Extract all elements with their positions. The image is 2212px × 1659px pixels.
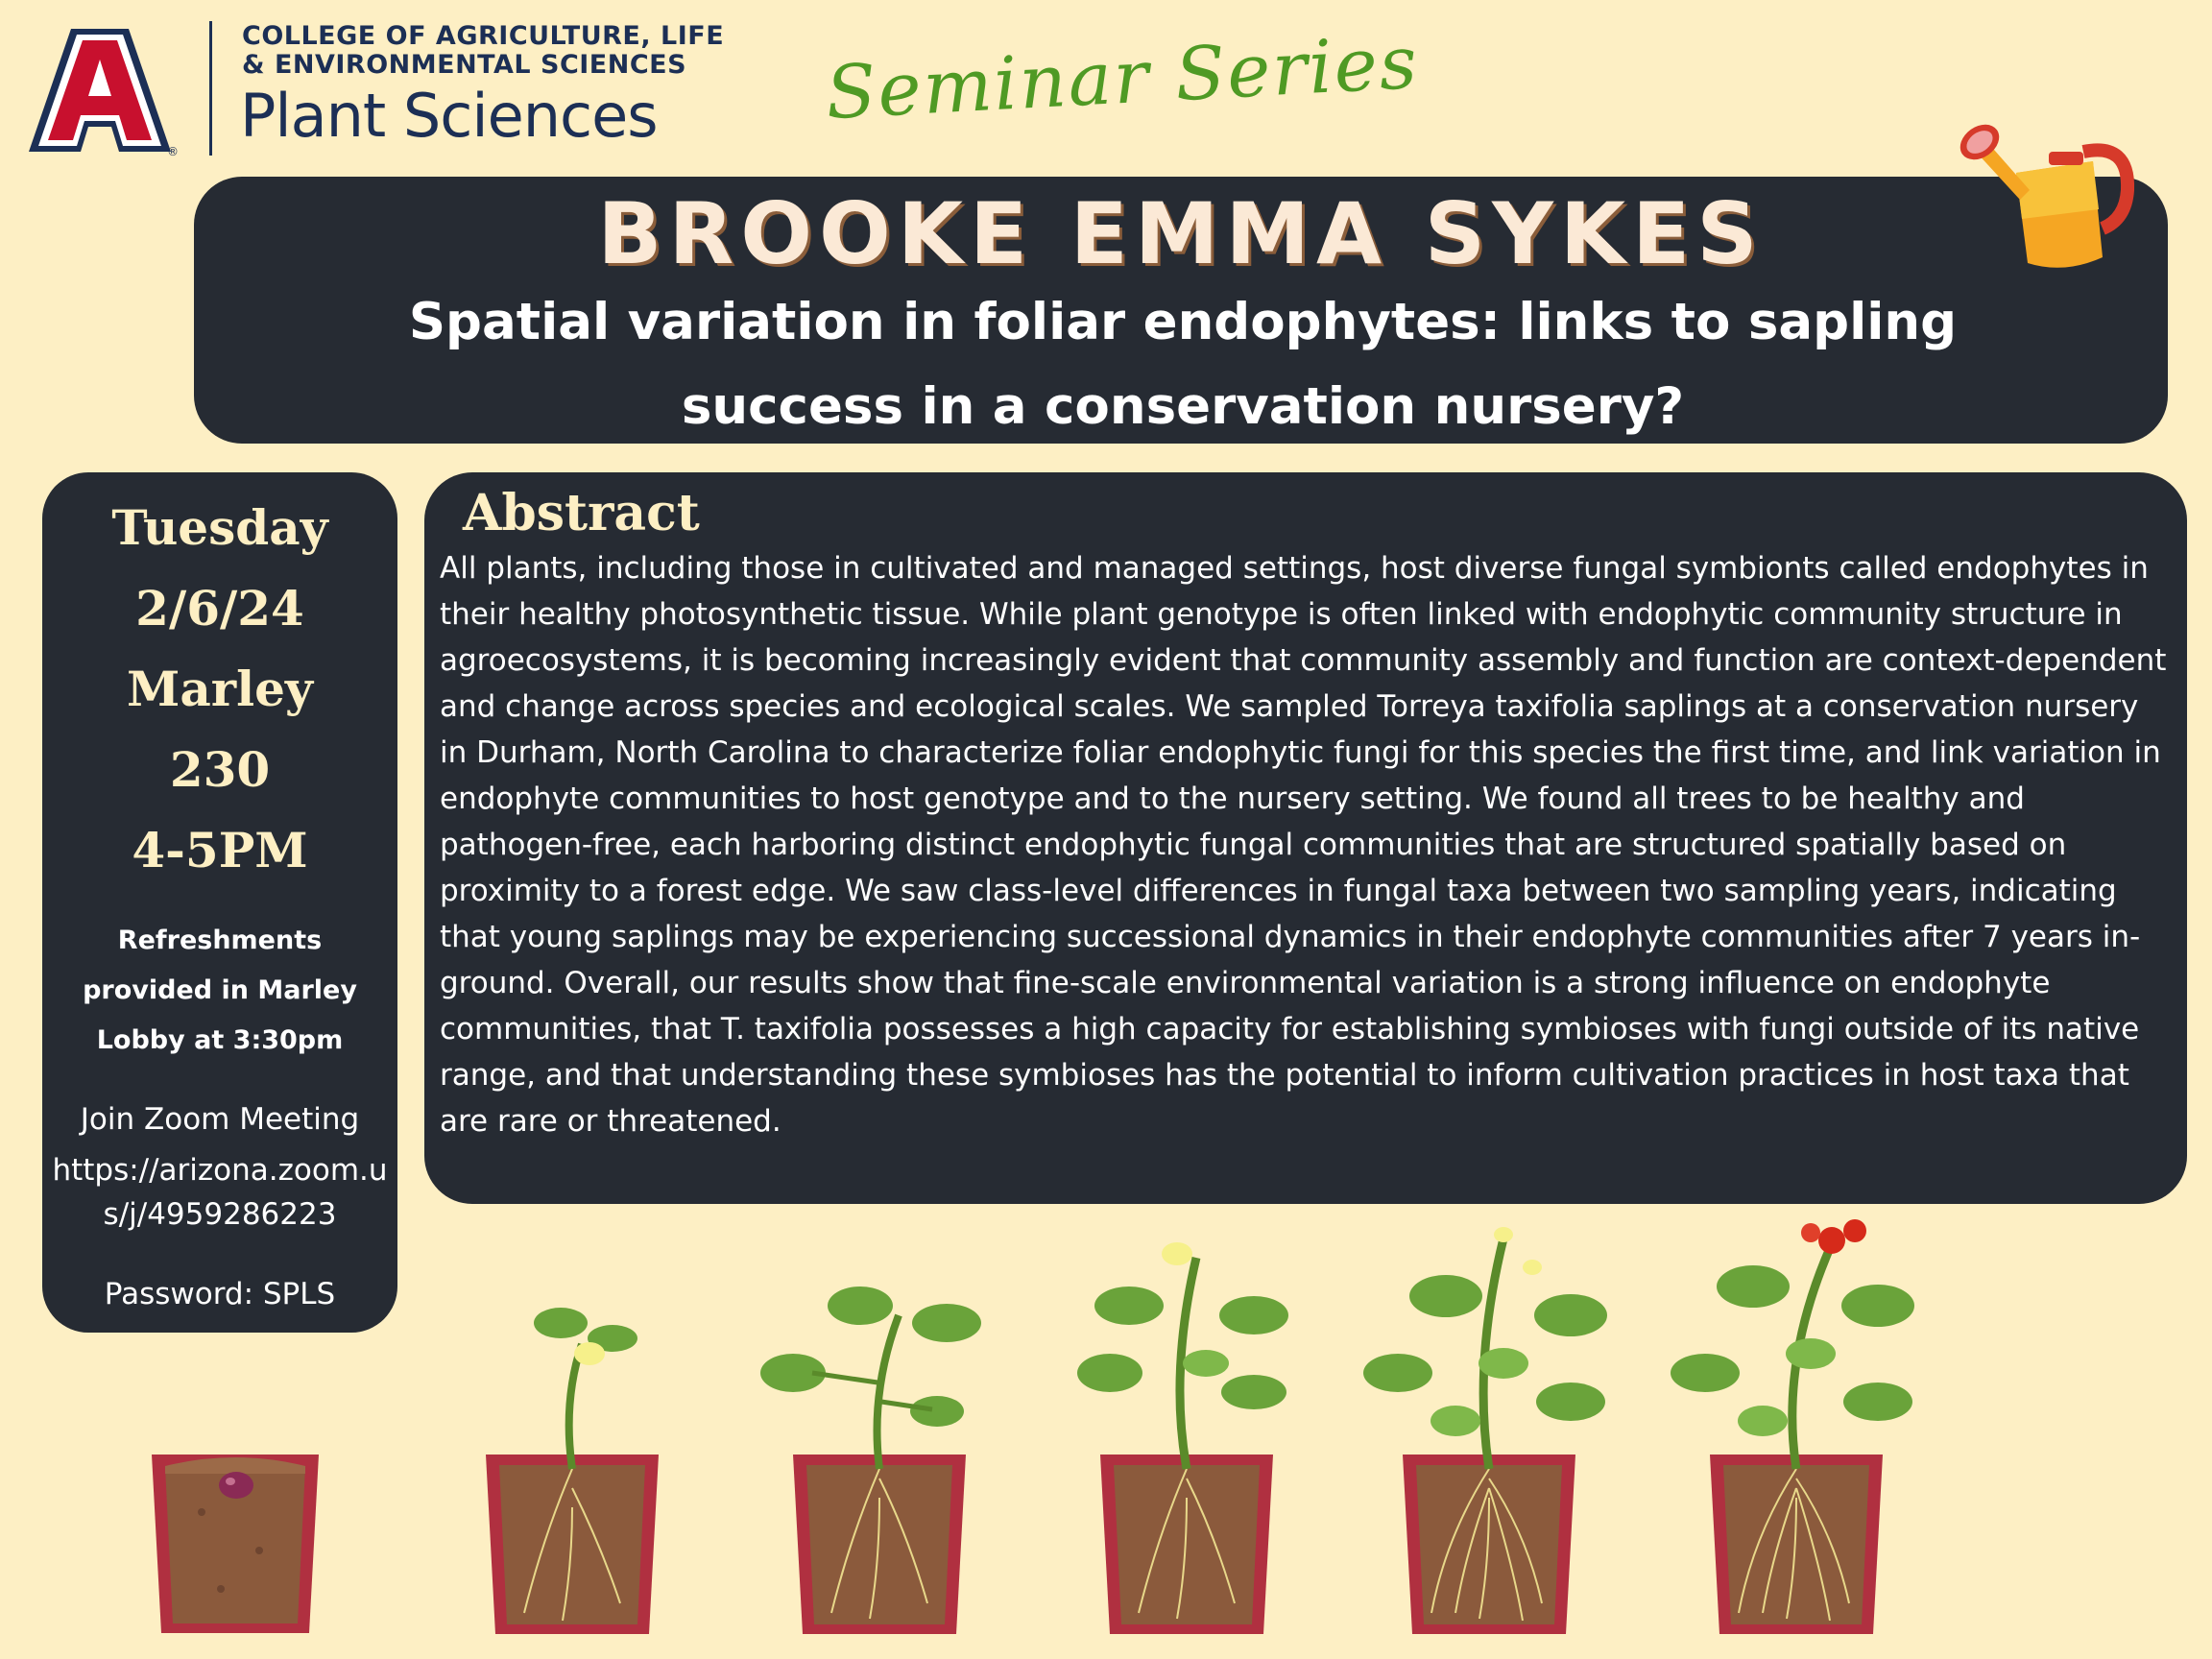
talk-title: Spatial variation in foliar endophytes: links to sapling success in a conservation nursery?: [408, 293, 1958, 436]
refreshments-note: Refreshments provided in Marley Lobby at 3:30pm: [83, 926, 357, 1055]
zoom-meeting-link[interactable]: https://arizona.zoom.us/j/4959286223: [52, 1153, 388, 1232]
abstract-heading: Abstract: [463, 484, 700, 542]
event-info-panel: [42, 472, 397, 1333]
abstract-panel: [424, 472, 2187, 1204]
event-time: 4-5PM: [132, 822, 308, 878]
event-room: 230: [169, 741, 271, 798]
flowering-plant-pot-illustration: [1359, 1210, 1619, 1642]
zoom-password: Password: SPLS: [104, 1277, 336, 1311]
title-box: [194, 177, 2168, 444]
university-logo: [23, 23, 177, 157]
seminar-series-title: Seminar Series: [824, 18, 1421, 136]
seed-pot-illustration: [144, 1445, 326, 1637]
svg-text:®: ®: [167, 145, 179, 158]
event-day: Tuesday: [111, 499, 328, 556]
department-name: Plant Sciences: [240, 81, 658, 151]
event-date: 2/6/24: [135, 580, 304, 637]
event-building: Marley: [127, 661, 313, 717]
young-plant-pot-illustration: [755, 1277, 1004, 1642]
budding-plant-pot-illustration: [1062, 1219, 1311, 1642]
watering-can-icon: [1959, 113, 2141, 276]
college-name-line-2: & ENVIRONMENTAL SCIENCES: [242, 50, 687, 80]
college-name-line-1: COLLEGE OF AGRICULTURE, LIFE: [242, 21, 725, 51]
fruiting-plant-pot-illustration: [1667, 1210, 1926, 1642]
header-divider: [209, 21, 212, 156]
sprout-pot-illustration: [476, 1296, 668, 1642]
zoom-meeting-label: Join Zoom Meeting: [80, 1102, 360, 1137]
abstract-body: All plants, including those in cultivated and managed settings, host diverse fungal symbionts called endophytes in their healthy photosynthetic tissue. While plant genotype is often linked with endophytic community structure in agroecosystems, it is becoming increasingly evident that community assembly and function are context-dependent and change across species and ecological scales. We sampled Torreya taxifolia saplings at a conservation nursery in Durham, North Carolina to characterize foliar endophytic fungi for this species the first time, and link variation in endophyte communities to host genotype and to the nursery setting. We found all trees to be healthy and pathogen-free, each harboring distinct endophytic fungal communities that are structured spatially based on proximity to a forest edge. We saw class-level differences in fungal taxa between two sampling years, indicating that young saplings may be experiencing successional dynamics in their endophyte communities after 7 years in-ground. Overall, our results show that fine-scale environmental variation is a strong influence on endophyte communities, that T. taxifolia possesses a high capacity for establishing symbioses with fungi outside of its native range, and that understanding these symbioses has the potential to inform cultivation practices in host taxa that are rare or threatened.: [440, 551, 2167, 1139]
speaker-name: BROOKE EMMA SYKES: [597, 184, 1765, 283]
